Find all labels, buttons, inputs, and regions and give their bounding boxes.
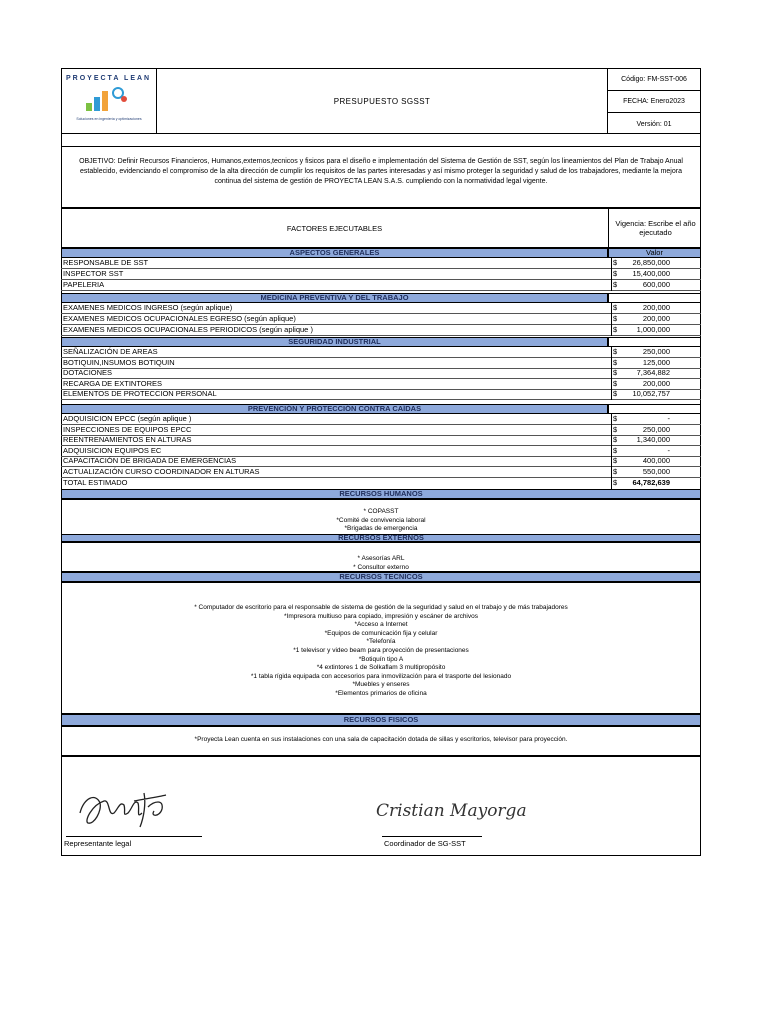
row-label: DOTACIONES [63, 368, 113, 377]
row-currency: $ 15,400,000 [611, 269, 673, 280]
table-row [61, 269, 701, 280]
section-recursos-humanos: RECURSOS HUMANOS [61, 489, 701, 499]
row-label: EXAMENES MEDICOS OCUPACIONALES PERIODICOS (según aplique ) [63, 325, 313, 334]
legal-representative-signature-icon [74, 783, 184, 835]
table-row [61, 467, 701, 478]
row-label: REENTRENAMIENTOS EN ALTURAS [63, 435, 192, 444]
signature-block [61, 756, 701, 856]
tecnicos-line: *1 televisor y video beam para proyección de presentaciones [293, 646, 469, 654]
row-label: RESPONSABLE DE SST [63, 258, 149, 267]
row-currency: $ - [611, 446, 673, 457]
row-label: CAPACITACIÓN DE BRIGADA DE EMERGENCIAS [63, 456, 237, 465]
row-label: ELEMENTOS DE PROTECCION PERSONAL [63, 389, 217, 398]
row-amount: 7,364,882 [636, 368, 670, 377]
row-currency: $ 10,052,757 [611, 389, 673, 400]
value-cell-empty [608, 337, 701, 347]
row-currency: $ 250,000 [611, 425, 673, 436]
row-currency: $ 200,000 [611, 303, 673, 314]
row-label: PAPELERIA [63, 280, 105, 289]
row-amount: 1,000,000 [636, 325, 670, 334]
table-row [61, 358, 701, 369]
value-cell-empty [608, 404, 701, 414]
coordinator-signature: Cristian Mayorga [376, 801, 527, 821]
logo-text: PROYECTA LEAN [66, 75, 152, 82]
total-label: TOTAL ESTIMADO [63, 478, 128, 487]
document-meta [607, 68, 701, 134]
tecnicos-line: *4 extintores 1 de Solkaflam 3 multipropósito [316, 664, 446, 672]
table-row [61, 425, 701, 436]
row-label: INSPECTOR SST [63, 269, 124, 278]
row-currency: $ 7,364,882 [611, 368, 673, 379]
table-row [61, 456, 701, 467]
total-currency: $ 64,782,639 [611, 478, 673, 489]
row-amount: 10,052,757 [632, 389, 670, 398]
table-row [61, 435, 701, 446]
row-label: BOTIQUIN,INSUMOS BOTIQUIN [63, 357, 175, 367]
row-amount: 26,850,000 [632, 258, 670, 267]
document-title: PRESUPUESTO SGSST [156, 68, 608, 134]
row-currency: $ 600,000 [611, 280, 673, 291]
document-date: FECHA: Enero2023 [608, 91, 700, 113]
table-row [61, 446, 701, 457]
fisicos-line: *Proyecta Lean cuenta en sus instalaciones con una sala de capacitación dotada de sillas y escritorios, televisor para proyección. [194, 736, 568, 743]
table-row [61, 280, 701, 291]
row-amount: 250,000 [642, 424, 670, 434]
row-label: EXAMENES MEDICOS INGRESO (según aplique) [63, 303, 233, 312]
total-row [61, 478, 701, 489]
section-prevencion-caidas: PREVENCIÓN Y PROTECCIÓN CONTRA CAÍDAS [61, 404, 608, 414]
tecnicos-line: *1 tabla rígida equipada con accesorios para inmovilización para el trasporte del lesionado [250, 672, 512, 680]
row-currency: $ 250,000 [611, 347, 673, 358]
tecnicos-line: *Muebles y enseres [352, 681, 410, 689]
row-currency: $ 1,340,000 [611, 435, 673, 446]
row-amount: 125,000 [642, 357, 670, 367]
table-row [61, 325, 701, 336]
coordinator-label: Coordinador de SG-SST [384, 839, 466, 848]
document-code: Código: FM-SST-006 [608, 69, 700, 91]
tecnicos-line: *Equipos de comunicación fija y celular [324, 629, 438, 637]
humanos-box [61, 499, 701, 537]
tecnicos-line: *Elementos primarios de oficina [335, 689, 427, 697]
externos-box [61, 542, 701, 572]
value-cell-empty [608, 293, 701, 303]
tecnicos-line: *Impresora multiuso para copiado, impresión y escáner de archivos [283, 612, 478, 620]
row-currency: $ - [611, 414, 673, 425]
logo-tagline: Soluciones en ingeniería y optimizaciones [76, 117, 142, 121]
table-row [61, 368, 701, 379]
row-label: EXAMENES MEDICOS OCUPACIONALES EGRESO (según aplique) [63, 314, 296, 323]
fisicos-box [61, 726, 701, 756]
section-recursos-tecnicos: RECURSOS TECNICOS [61, 572, 701, 582]
humanos-line: *Comité de convivencia laboral [336, 516, 426, 524]
validity-cell: Vigencia: Escribe el año ejecutado [608, 208, 702, 248]
section-medicina-preventiva: MEDICINA PREVENTIVA Y DEL TRABAJO [61, 293, 608, 303]
row-amount: - [667, 445, 670, 455]
section-recursos-fisicos: RECURSOS FISICOS [61, 714, 701, 726]
row-amount: 550,000 [642, 466, 670, 476]
row-currency: $ 550,000 [611, 467, 673, 478]
row-amount: 15,400,000 [632, 269, 670, 278]
row-label: SEÑALIZACIÓN DE AREAS [63, 347, 158, 356]
tecnicos-line: *Acceso a Internet [354, 621, 408, 629]
externos-line: * Consultor externo [353, 563, 409, 571]
table-row [61, 414, 701, 425]
row-amount: 600,000 [642, 280, 670, 289]
row-currency: $ 125,000 [611, 358, 673, 369]
document-version: Versión: 01 [636, 120, 672, 128]
tecnicos-line: *Telefonía [366, 638, 396, 646]
section-aspectos-generales: ASPECTOS GENERALES [61, 248, 608, 258]
row-amount: 200,000 [642, 303, 670, 312]
row-label: ADQUISICION EPCC (según aplique ) [63, 414, 192, 423]
table-row [61, 303, 701, 314]
row-currency: $ 200,000 [611, 379, 673, 390]
row-label: ACTUALIZACIÓN CURSO COORDINADOR EN ALTURAS [63, 466, 260, 476]
row-currency: $ 400,000 [611, 456, 673, 467]
tecnicos-line: * Computador de escritorio para el responsable de sistema de gestión de la seguridad y salud en el trabajo y de más trabajadores [194, 604, 568, 611]
total-amount: 64,782,639 [632, 478, 670, 487]
row-amount: 200,000 [642, 314, 670, 323]
row-currency: $ 200,000 [611, 314, 673, 325]
signature-line-right [382, 835, 482, 837]
logo-graphic-icon [82, 85, 132, 113]
humanos-line: *Brigadas de emergencia [344, 525, 418, 533]
table-row [61, 258, 701, 269]
table-row [61, 389, 701, 400]
table-row [61, 347, 701, 358]
row-currency: $ 1,000,000 [611, 325, 673, 336]
legal-representative-label: Representante legal [64, 839, 132, 848]
section-recursos-externos: RECURSOS EXTERNOS [61, 534, 701, 542]
value-header: Valor [608, 248, 701, 258]
objective-text: OBJETIVO: Definir Recursos Financieros, Humanos,externos,tecnicos y fisicos para el diseño e implementación del Sistema de Gestión de SST, según los lineamientos del Plan de Trabajo Anual establecido, evidenciando el compromiso de la alta dirección de cumplir los requisitos de las partes interesadas y así mismo proteger la seguridad y salud de los trabajadores, mediante la mejora continua del sistema de gestión de PROYECTA LEAN S.A.S. cumpliendo con la normatividad legal vigente. [61, 146, 701, 208]
row-label: INSPECCIONES DE EQUIPOS EPCC [63, 424, 192, 434]
section-seguridad-industrial: SEGURIDAD INDUSTRIAL [61, 337, 608, 347]
table-row [61, 379, 701, 390]
row-amount: 200,000 [642, 378, 670, 388]
tecnicos-line: *Botiquín tipo A [358, 655, 404, 663]
table-row [61, 314, 701, 325]
row-amount: - [667, 414, 670, 423]
row-amount: 1,340,000 [636, 435, 670, 444]
row-currency: $ 26,850,000 [611, 258, 673, 269]
row-label: ADQUISICION EQUIPOS EC [63, 445, 162, 455]
row-amount: 400,000 [642, 456, 670, 465]
factors-title: FACTORES EJECUTABLES [286, 223, 383, 233]
row-amount: 250,000 [642, 347, 670, 356]
tecnicos-box [61, 582, 701, 714]
humanos-line: * COPASST [363, 508, 399, 515]
signature-line-left [66, 835, 202, 837]
externos-line: * Asesorías ARL [357, 555, 405, 562]
row-label: RECARGA DE EXTINTORES [63, 378, 163, 388]
company-logo [61, 68, 157, 134]
